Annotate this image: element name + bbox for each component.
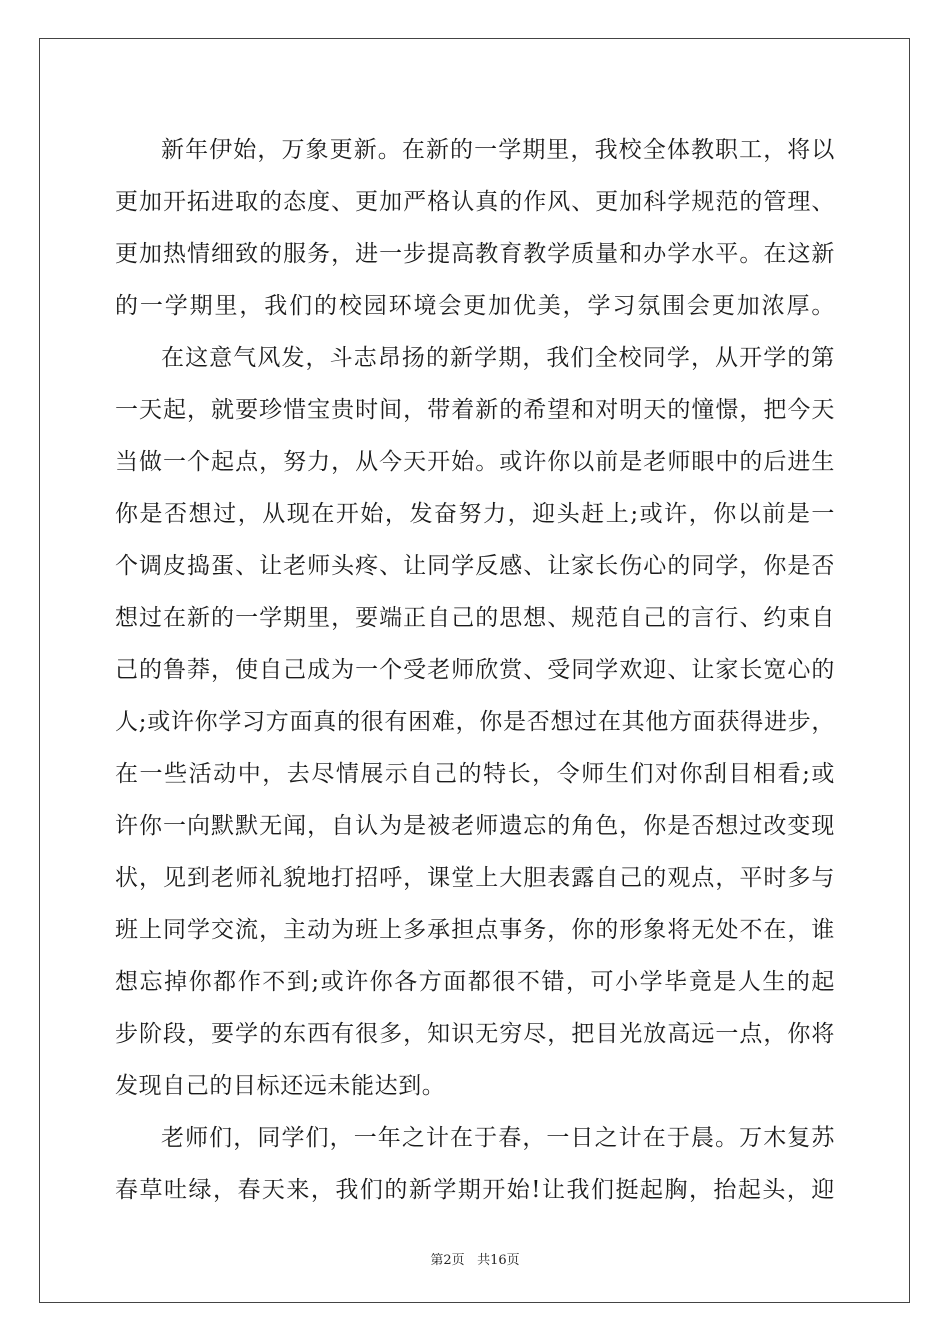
text-line: 在这意气风发，斗志昂扬的新学期，我们全校同学，从开学的第 — [161, 345, 835, 371]
text-line: 春草吐绿，春天来，我们的新学期开始!让我们挺起胸，抬起头，迎 — [115, 1177, 835, 1203]
text-line: 班上同学交流，主动为班上多承担点事务，你的形象将无处不在，谁 — [115, 917, 835, 943]
text-line: 发现自己的目标还远未能达到。 — [115, 1073, 446, 1099]
text-line: 状，见到老师礼貌地打招呼，课堂上大胆表露自己的观点，平时多与 — [115, 865, 835, 891]
text-line: 老师们，同学们，一年之计在于春，一日之计在于晨。万木复苏 — [161, 1125, 835, 1151]
paragraph-3 — [115, 1116, 835, 1220]
text-line: 一天起，就要珍惜宝贵时间，带着新的希望和对明天的憧憬，把今天 — [115, 397, 835, 423]
page-footer — [0, 1249, 950, 1268]
page-total: 共16页 — [477, 1253, 520, 1268]
document-body — [115, 128, 835, 1220]
text-line: 当做一个起点，努力，从今天开始。或许你以前是老师眼中的后进生 — [115, 449, 835, 475]
text-line: 在一些活动中，去尽情展示自己的特长，令师生们对你刮目相看;或 — [115, 761, 835, 787]
page-number: 第2页 — [430, 1253, 465, 1268]
paragraph-1 — [115, 128, 835, 336]
text-line: 新年伊始，万象更新。在新的一学期里，我校全体教职工，将以 — [161, 137, 835, 163]
text-line: 更加热情细致的服务，进一步提高教育教学质量和办学水平。在这新 — [115, 241, 835, 267]
text-line: 己的鲁莽，使自己成为一个受老师欣赏、受同学欢迎、让家长宽心的 — [115, 657, 835, 683]
footer-gap — [465, 1253, 477, 1268]
text-line: 的一学期里，我们的校园环境会更加优美，学习氛围会更加浓厚。 — [115, 293, 835, 319]
text-line: 想过在新的一学期里，要端正自己的思想、规范自己的言行、约束自 — [115, 605, 835, 631]
text-line: 个调皮捣蛋、让老师头疼、让同学反感、让家长伤心的同学，你是否 — [115, 553, 835, 579]
text-line: 许你一向默默无闻，自认为是被老师遗忘的角色，你是否想过改变现 — [115, 813, 835, 839]
text-line: 人;或许你学习方面真的很有困难，你是否想过在其他方面获得进步， — [115, 709, 835, 735]
paragraph-2 — [115, 336, 835, 1116]
text-line: 想忘掉你都作不到;或许你各方面都很不错，可小学毕竟是人生的起 — [115, 969, 835, 995]
text-line: 更加开拓进取的态度、更加严格认真的作风、更加科学规范的管理、 — [115, 189, 835, 215]
text-line: 步阶段，要学的东西有很多，知识无穷尽，把目光放高远一点，你将 — [115, 1021, 835, 1047]
text-line: 你是否想过，从现在开始，发奋努力，迎头赶上;或许，你以前是一 — [115, 501, 835, 527]
